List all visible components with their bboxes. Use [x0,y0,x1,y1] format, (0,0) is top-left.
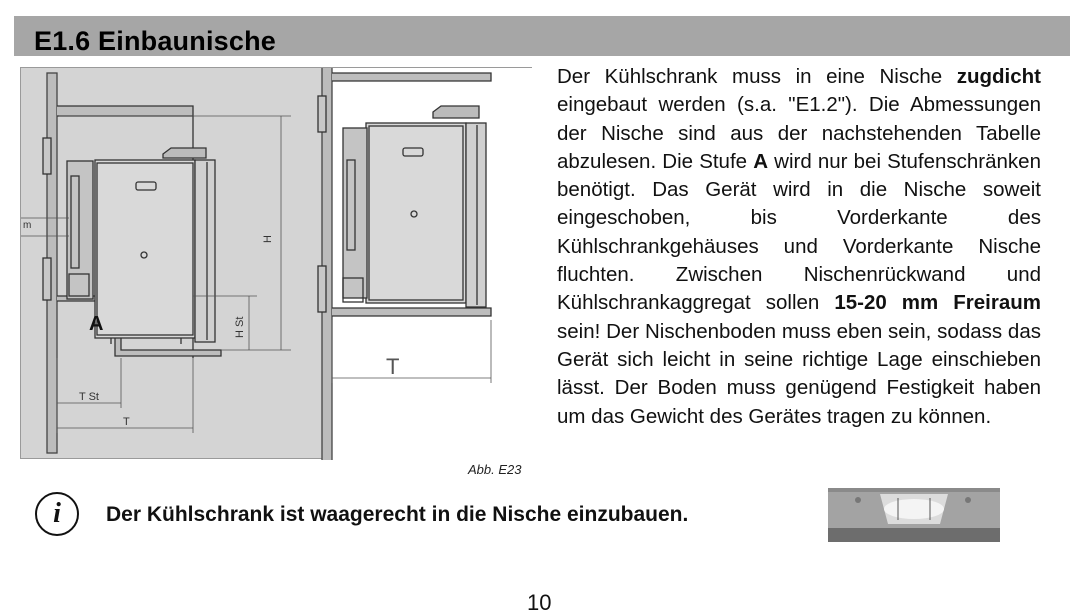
body-bold-text: zugdicht [956,65,1041,88]
info-note: Der Kühlschrank ist waagerecht in die Nische einzubauen. [106,503,689,526]
body-paragraph [557,63,1041,431]
step-height-label: H St [234,316,246,338]
depth-label-right: T [386,354,400,379]
niche-diagram [20,67,532,459]
step-depth-label: T St [79,391,99,403]
info-icon [35,492,79,536]
section-header-bar [14,16,1070,56]
body-text-part: wird nur bei Stufenschränken benötigt. Das Gerät wird in die Nische soweit eingeschoben, bis Vorderkante des Kühlschrankgehäuses und Vorderkante Nische fluchten. Zwischen Nischenrückwand und Kühlschrankaggregat sollen [557,149,1041,315]
section-title: E1.6 Einbaunische [34,26,276,56]
spirit-level-icon [828,488,1000,542]
body-text-part: sein! Der Nischenboden muss eben sein, sodass das Gerät sich leicht in seine richtige Lage einschieben lässt. Der Boden muss genügend Festigkeit haben um das Gewicht des Gerätes tragen zu können. [557,319,1041,428]
height-label: H [262,235,274,243]
niche-diagram-drawing [21,68,533,460]
body-text-part: Der Kühlschrank muss in eine Nische [557,65,957,88]
info-icon-symbol: i [53,498,61,529]
body-text-part: eingebaut werden (s.a. "E1.2"). Die Abmessungen der Nische sind aus der nachstehenden Tabelle abzulesen. Die Stufe [557,93,1041,173]
depth-label-left: T [123,416,130,428]
step-label: A [89,313,104,335]
spirit-level-photo [828,488,1000,542]
page-number: 10 [527,590,552,615]
body-bold-text: A [753,149,769,173]
m-label: m [23,220,32,231]
body-bold-text: 15-20 mm Freiraum [834,291,1041,315]
figure-caption: Abb. E23 [468,462,522,477]
